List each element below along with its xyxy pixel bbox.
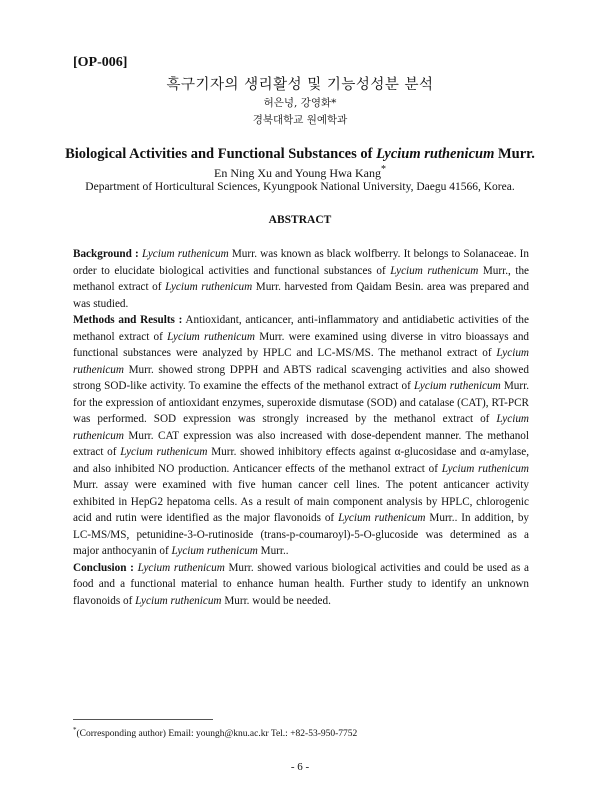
background-text [73, 248, 529, 310]
species-name: Lycium ruthenicum [165, 281, 253, 293]
korean-authors: 허은넝, 강영화* [263, 97, 337, 109]
species-name: Lycium ruthenicum [120, 446, 208, 458]
body-text: Murr. showed inhibitory effects against α-glucosidase and α-amylase, and also inhibited NO production. Anticancer effects of the methanol extract of [73, 446, 529, 475]
body-text: Murr. showed various biological activities and could be used as a food and a functional material to enhance human health. Further study to identify an unknown flavonoids of [73, 561, 529, 607]
body-text: Murr.. [257, 545, 289, 557]
footnote-text: (Corresponding author) Email: youngh@knu.ac.kr Tel.: +82-53-950-7752 [76, 729, 358, 740]
body-text: Murr. for the expression of antioxidant enzymes, superoxide dismutase (SOD) and catalase (CAT), RT-PCR was performed. SOD expression was strongly increased by the methanol extract of [73, 380, 529, 425]
corresponding-author-mark: * [381, 164, 386, 175]
conclusion-text [73, 562, 529, 607]
body-text: Murr. harvested from Qaidam Besin. area was prepared and was studied. [73, 281, 529, 310]
korean-title: 흑구기자의 생리활성 및 기능성성분 분석 [166, 77, 434, 93]
abstract-heading: ABSTRACT [268, 214, 332, 226]
species-name: Lycium ruthenicum [73, 413, 529, 442]
footnote-mark: * [73, 726, 77, 734]
korean-affiliation: 경북대학교 원예학과 [252, 114, 348, 126]
body-text: Murr. assay were examined with five human cancer cell lines. The potent anticancer activity exhibited in HepG2 hepatoma cells. As a result of main component analysis by HPLC, chlorogenic acid and rutin were identified as the major flavonoids of [73, 479, 529, 524]
footnote-divider [73, 719, 213, 720]
conclusion-label: Conclusion : [73, 561, 134, 574]
body-text: Antioxidant, anticancer, anti-inflammatory and antidiabetic activities of the methanol extract of [73, 314, 529, 343]
body-text: Murr. would be needed. [221, 594, 331, 607]
species-name: Lycium ruthenicum [441, 462, 529, 475]
methods-text [73, 314, 529, 557]
body-text: Murr. showed strong DPPH and ABTS radical scavenging activities and also showed strong SOD-like activity. To examine the effects of the methanol extract of [73, 363, 529, 392]
species-name: Lycium ruthenicum [137, 561, 225, 574]
abstract-body [73, 246, 529, 609]
english-affiliation: Department of Horticultural Sciences, Kyungpook National University, Daegu 41566, Korea. [85, 181, 515, 193]
species-name: Lycium ruthenicum [141, 248, 229, 260]
species-name: Lycium ruthenicum [167, 330, 255, 343]
english-authors [0, 164, 600, 181]
methods-label: Methods and Results : [73, 314, 183, 326]
species-name: Lycium ruthenicum [135, 594, 222, 607]
body-text: Murr. were examined using diverse in vitro bioassays and functional substances were analyzed by HPLC and LC-MS/MS. The methanol extract of [73, 330, 530, 359]
body-text: Murr. CAT expression was also increased with dose-dependent manner. The methanol extract of [73, 429, 529, 458]
abstract-code: [OP-006] [73, 55, 128, 70]
page-number: - 6 - [290, 761, 310, 773]
english-title-suffix: Murr. [494, 146, 535, 162]
background-label: Background : [73, 248, 139, 260]
species-name: Lycium ruthenicum [73, 347, 529, 376]
species-name: Lycium ruthenicum [338, 512, 426, 524]
conclusion-paragraph [73, 560, 529, 610]
english-title [0, 146, 600, 163]
english-title-prefix: Biological Activities and Functional Substances of [65, 146, 377, 162]
footnote [73, 726, 357, 739]
methods-paragraph [73, 312, 529, 560]
english-authors-names: En Ning Xu and Young Hwa Kang [214, 166, 381, 180]
species-name: Lycium ruthenicum [390, 264, 479, 277]
body-text: Murr. was known as black wolfberry. It belongs to Solanaceae. In order to elucidate biological activities and functional substances of [73, 248, 530, 277]
species-name: Lycium ruthenicum [171, 545, 258, 557]
body-text: Murr.. In addition, by LC-MS/MS, petunidine-3-O-rutinoside (trans-p-coumaroyl)-5-O-glucoside was determined as a major anthocyanin of [73, 512, 530, 557]
background-paragraph [73, 246, 529, 312]
species-name: Lycium ruthenicum [414, 380, 501, 392]
body-text: Murr., the methanol extract of [73, 264, 530, 293]
english-title-species: Lycium ruthenicum [376, 146, 495, 162]
